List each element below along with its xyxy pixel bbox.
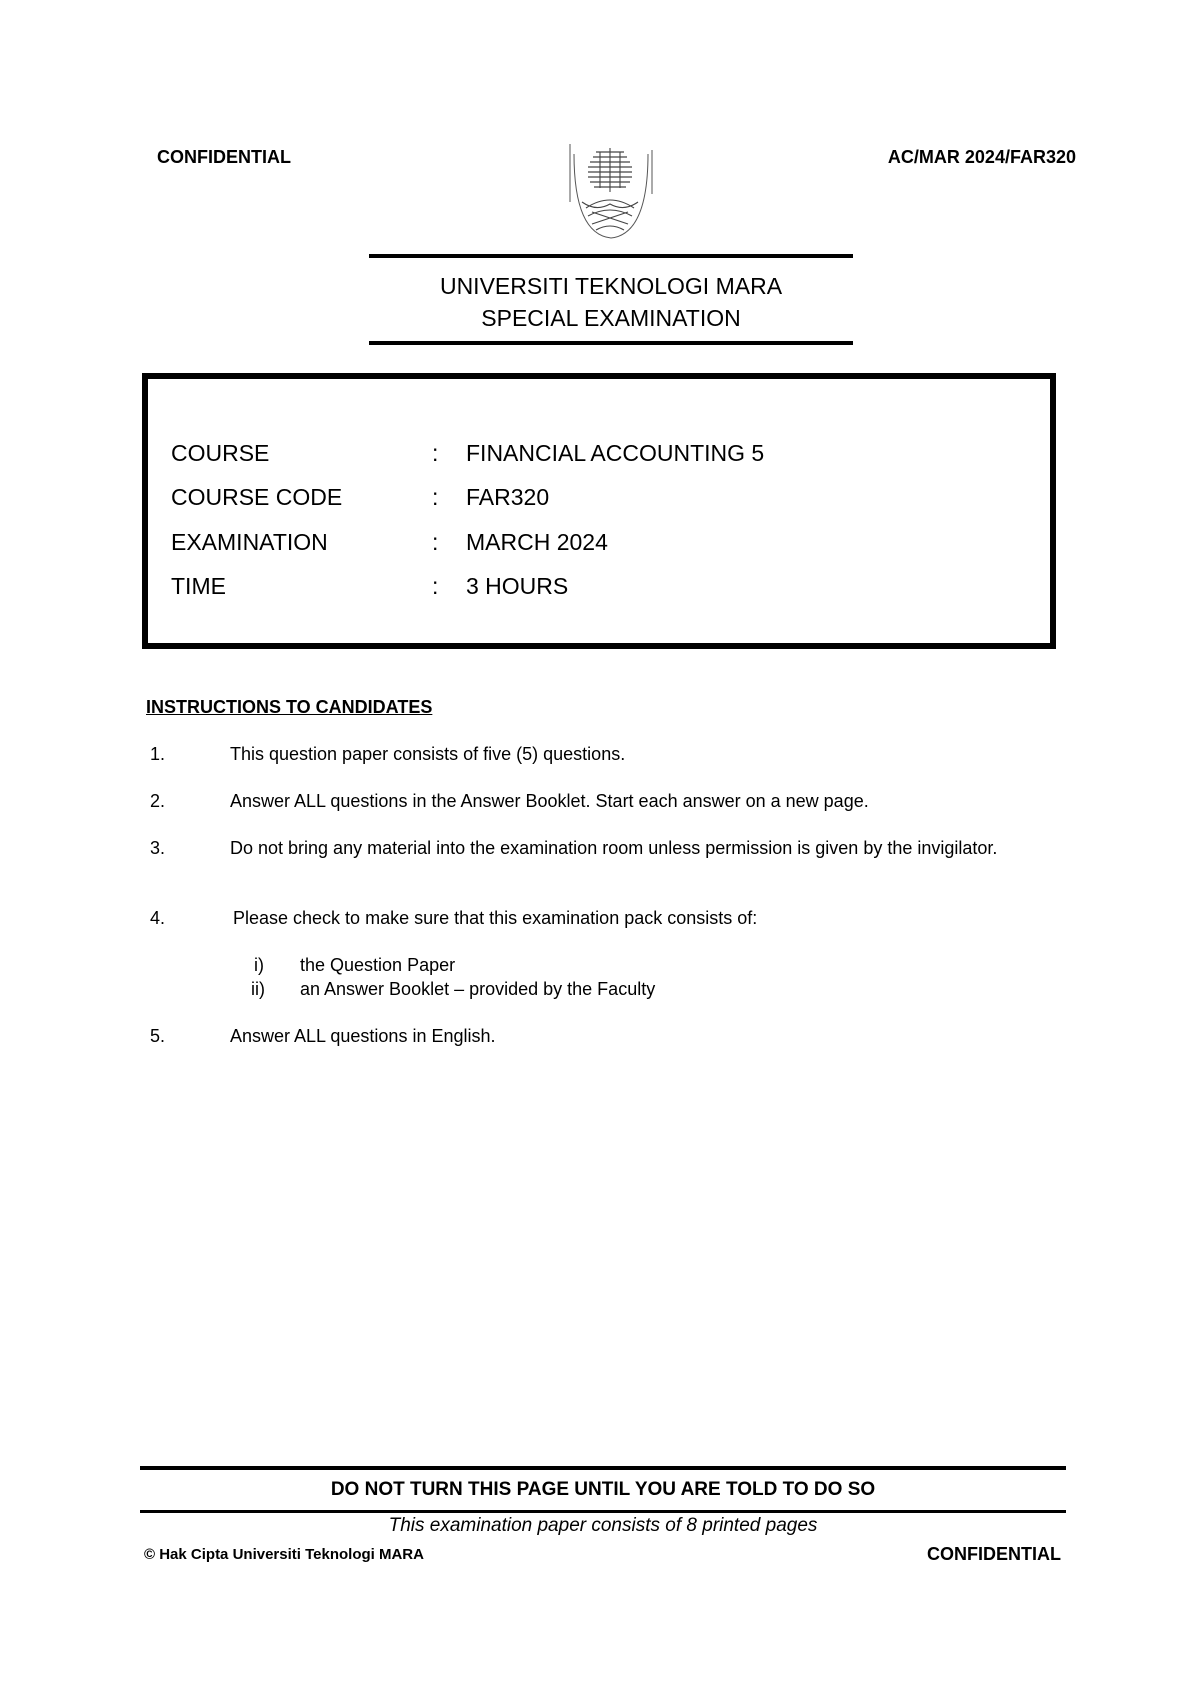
examination-value: MARCH 2024	[466, 529, 608, 555]
instruction-text: Please check to make sure that this examination pack consists of:	[233, 908, 758, 928]
course-code-label: COURSE CODE	[171, 484, 343, 510]
page-count-note: This examination paper consists of 8 printed pages	[388, 1515, 818, 1536]
instruction-number: 4.	[150, 908, 166, 928]
title-top-rule	[369, 254, 853, 258]
copyright-notice: © Hak Cipta Universiti Teknologi MARA	[144, 1546, 424, 1563]
university-name: UNIVERSITI TEKNOLOGI MARA	[439, 273, 783, 299]
footer-confidential-label: CONFIDENTIAL	[927, 1544, 1061, 1564]
instruction-text: Answer ALL questions in the Answer Booklet. Start each answer on a new page.	[230, 791, 869, 811]
instruction-number: 5.	[150, 1026, 166, 1046]
examination-label: EXAMINATION	[171, 529, 328, 555]
course-label: COURSE	[171, 440, 270, 466]
sub-item-number: ii)	[251, 979, 265, 999]
header-confidential-label: CONFIDENTIAL	[157, 147, 291, 167]
title-bottom-rule	[369, 341, 853, 345]
header-paper-code: AC/MAR 2024/FAR320	[887, 147, 1076, 167]
uitm-crest-icon	[566, 142, 656, 242]
time-separator: :	[432, 573, 439, 599]
instruction-text: This question paper consists of five (5) questions.	[230, 744, 626, 764]
time-label: TIME	[171, 573, 226, 599]
time-value: 3 HOURS	[466, 573, 569, 599]
exam-type: SPECIAL EXAMINATION	[481, 305, 741, 331]
course-separator: :	[432, 440, 439, 466]
instruction-number: 1.	[150, 744, 166, 764]
instruction-number: 2.	[150, 791, 166, 811]
sub-item-number: i)	[254, 955, 264, 975]
do-not-turn-warning: DO NOT TURN THIS PAGE UNTIL YOU ARE TOLD TO DO SO	[330, 1479, 876, 1500]
course-code-value: FAR320	[466, 484, 550, 510]
examination-separator: :	[432, 529, 439, 555]
instruction-text: Answer ALL questions in English.	[230, 1026, 496, 1046]
footer-bottom-rule	[140, 1510, 1066, 1513]
course-info-box	[142, 373, 1056, 649]
instruction-text: Do not bring any material into the examination room unless permission is given by the invigilator.	[230, 838, 998, 858]
instructions-heading: INSTRUCTIONS TO CANDIDATES	[146, 697, 433, 717]
sub-item-text: the Question Paper	[300, 955, 456, 975]
course-code-separator: :	[432, 484, 439, 510]
sub-item-text: an Answer Booklet – provided by the Faculty	[300, 979, 656, 999]
course-value: FINANCIAL ACCOUNTING 5	[466, 440, 765, 466]
footer-top-rule	[140, 1466, 1066, 1470]
instruction-number: 3.	[150, 838, 166, 858]
